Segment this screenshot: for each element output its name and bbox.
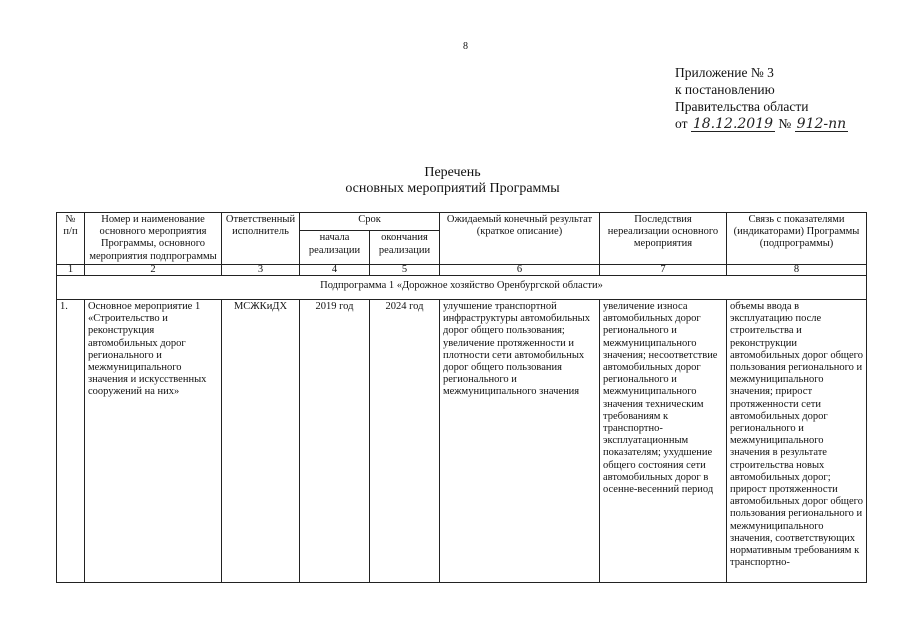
column-number: 6 [440,264,600,275]
column-number: 5 [370,264,440,275]
measures-table [56,212,867,583]
row-start: 2019 год [300,300,370,583]
row-name: Основное мероприятие 1 «Строительство и реконструкция автомобильных дорог регионального и межмуниципального значения и искусственных сооружений на них» [85,300,222,583]
row-num: 1. [57,300,85,583]
header-start: начала реализации [300,231,370,264]
column-number-row [57,264,867,275]
column-number: 8 [727,264,867,275]
column-number: 2 [85,264,222,275]
row-executor: МСЖКиДХ [222,300,300,583]
column-number: 7 [600,264,727,275]
header-result: Ожидаемый конечный результат (краткое описание) [440,213,600,265]
from-label: от [675,116,688,131]
row-end: 2024 год [370,300,440,583]
row-result: улучшение транспортной инфраструктуры автомобильных дорог общего пользования; увеличение протяженности и плотности сети автомобильных дорог общего пользования регионального и межмуниципального значения [440,300,600,583]
document-title [0,165,905,197]
appendix-line-1: Приложение № 3 [675,65,774,80]
header-row [57,213,867,231]
column-number: 3 [222,264,300,275]
appendix-date-line [675,115,848,132]
subprogram-title: Подпрограмма 1 «Дорожное хозяйство Оренбургской области» [57,275,867,299]
column-number: 4 [300,264,370,275]
column-number: 1 [57,264,85,275]
appendix-block [675,64,848,132]
header-executor: Ответственный исполнитель [222,213,300,265]
header-num: № п/п [57,213,85,265]
header-term: Срок [300,213,440,231]
resolution-number: 912-пп [796,116,847,132]
number-label: № [778,116,792,131]
header-end: окончания реализации [370,231,440,264]
row-link: объемы ввода в эксплуатацию после строительства и реконструкции автомобильных дорог общего пользования регионального и межмуниципального значения; прирост протяженности сети автомобильных дорог регионального и межмуниципального значения в результате строительства новых автомобильных дорог; прирост протяженности автомобильных дорог общего пользования регионального и межмуниципального значения, соответствующих нормативным требованиям к транспортно- [727,300,867,583]
header-consequences: Последствия нереализации основного мероприятия [600,213,727,265]
title-line-1: Перечень [424,165,481,180]
row-consequences: увеличение износа автомобильных дорог регионального и межмуниципального значения; несоответствие автомобильных дорог регионального и межмуниципального значения техническим требованиям к транспортно-эксплуатационным показателям; ухудшение общего состояния сети автомобильных дорог в осенне-весенний период [600,300,727,583]
header-name: Номер и наименование основного мероприятия Программы, основного мероприятия подпрограммы [85,213,222,265]
appendix-line-3: Правительства области [675,99,809,114]
table-row [57,300,867,583]
title-line-2: основных мероприятий Программы [345,181,560,196]
resolution-date: 18.12.2019 [692,116,774,132]
page-number: 8 [463,41,468,52]
subprogram-row [57,275,867,299]
header-link: Связь с показателями (индикаторами) Программы (подпрограммы) [727,213,867,265]
appendix-line-2: к постановлению [675,82,775,97]
